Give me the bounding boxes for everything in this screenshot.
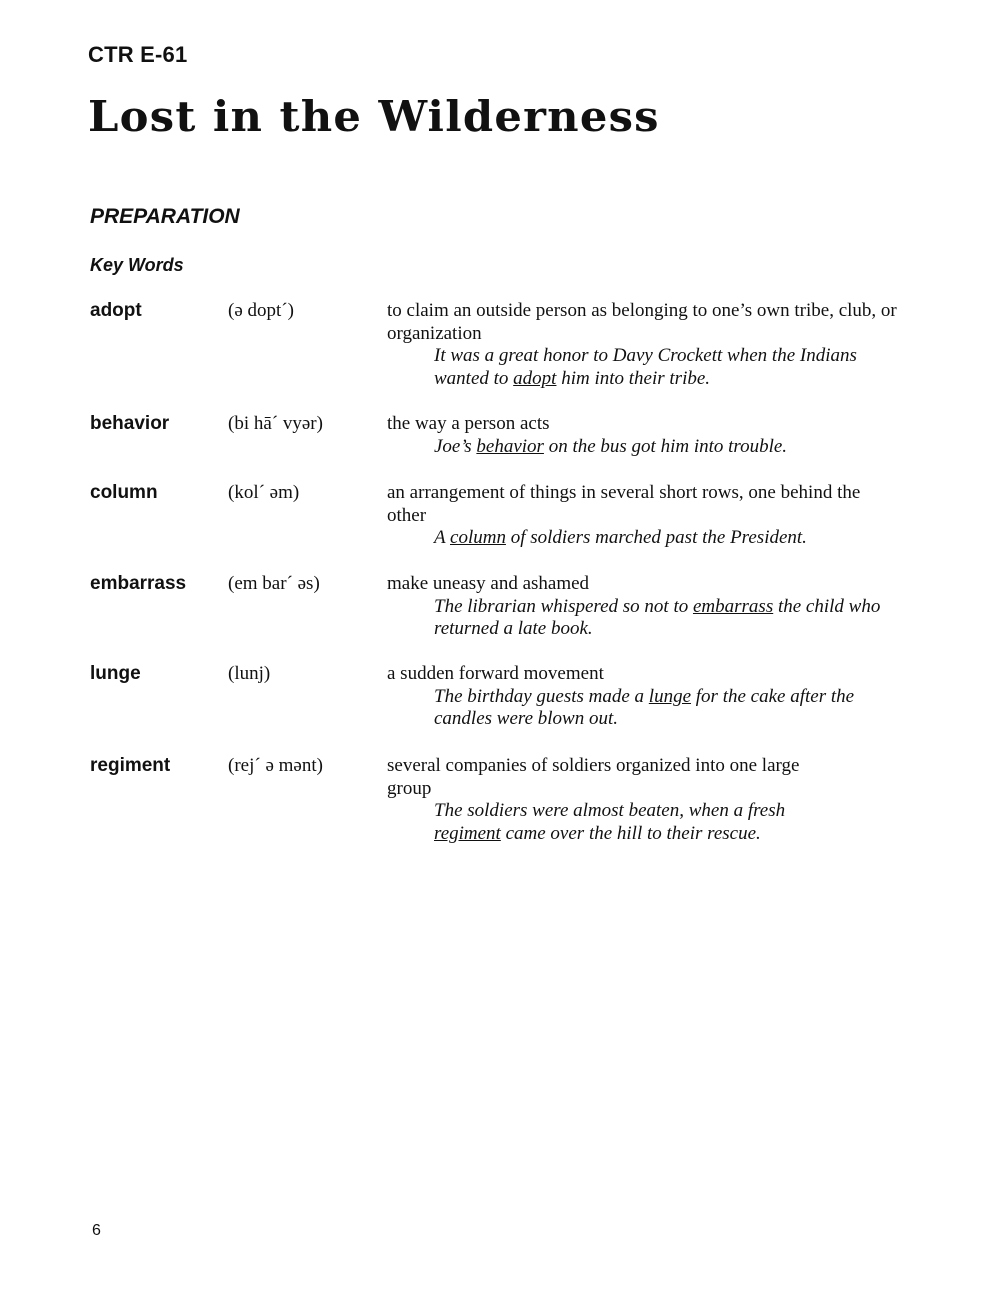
section-heading: PREPARATION <box>90 205 240 228</box>
example-text-before: The soldiers were almost beaten, when a fresh <box>434 800 786 821</box>
vocab-example <box>387 345 874 390</box>
vocab-definition-block <box>387 755 827 845</box>
vocab-definition: an arrangement of things in several short rows, one behind the other <box>387 482 861 526</box>
vocab-definition: several companies of soldiers organized into one large group <box>387 755 800 799</box>
vocab-example <box>387 436 927 459</box>
example-keyword: embarrass <box>692 595 774 617</box>
vocab-word: behavior <box>90 413 170 434</box>
vocab-word: column <box>90 482 158 503</box>
vocab-pronunciation: (rej´ ə mənt) <box>228 755 323 776</box>
example-text-after: the child who returned a late book. <box>434 595 881 639</box>
subsection-heading: Key Words <box>90 255 184 275</box>
example-keyword: lunge <box>648 685 692 707</box>
vocab-pronunciation: (kol´ əm) <box>228 482 300 503</box>
example-text-before: A <box>434 527 451 548</box>
example-text-after: for the cake after the candles were blown out. <box>434 685 855 729</box>
vocab-word: adopt <box>90 300 142 321</box>
vocab-definition: the way a person acts <box>387 413 550 434</box>
vocab-definition-block <box>387 413 927 458</box>
vocab-definition-block <box>387 300 927 390</box>
vocab-example <box>387 686 904 731</box>
vocab-pronunciation: (bi hā´ vyər) <box>228 413 323 434</box>
vocab-word: lunge <box>90 663 141 684</box>
vocab-pronunciation: (ə dopt´) <box>228 300 294 321</box>
example-text-after: him into their tribe. <box>556 367 711 389</box>
example-keyword: regiment <box>434 822 501 844</box>
example-text-before: Joe’s <box>434 435 477 457</box>
vocab-word: embarrass <box>90 573 187 594</box>
example-text-after: on the bus got him into trouble. <box>543 435 788 457</box>
vocab-definition: a sudden forward movement <box>387 663 604 684</box>
vocab-pronunciation: (em bar´ əs) <box>228 573 320 594</box>
page-title: Lost in the Wilderness <box>88 92 660 141</box>
example-text-after: of soldiers marched past the President. <box>505 527 807 548</box>
vocab-definition-block <box>387 482 867 550</box>
vocab-example <box>387 800 854 845</box>
vocab-word: regiment <box>90 755 171 776</box>
example-text-after: came over the hill to their rescue. <box>500 822 761 844</box>
vocab-definition: make uneasy and ashamed <box>387 573 590 594</box>
vocab-pronunciation: (lunj) <box>228 663 271 684</box>
vocab-example <box>387 527 904 550</box>
document-code: CTR E-61 <box>88 42 188 67</box>
example-text-before: The librarian whispered so not to <box>434 595 693 617</box>
vocab-definition: to claim an outside person as belonging to one’s own tribe, club, or organization <box>387 300 897 344</box>
vocab-example <box>387 596 920 641</box>
example-keyword: column <box>450 527 506 548</box>
vocab-definition-block <box>387 663 927 731</box>
page-number: 6 <box>92 1222 101 1239</box>
example-text-before: It was a great honor to Davy Crockett when the Indians wanted to <box>434 345 857 389</box>
example-keyword: adopt <box>513 367 557 389</box>
example-text-before: The birthday guests made a <box>434 685 649 707</box>
example-keyword: behavior <box>476 435 544 457</box>
vocab-definition-block <box>387 573 927 641</box>
